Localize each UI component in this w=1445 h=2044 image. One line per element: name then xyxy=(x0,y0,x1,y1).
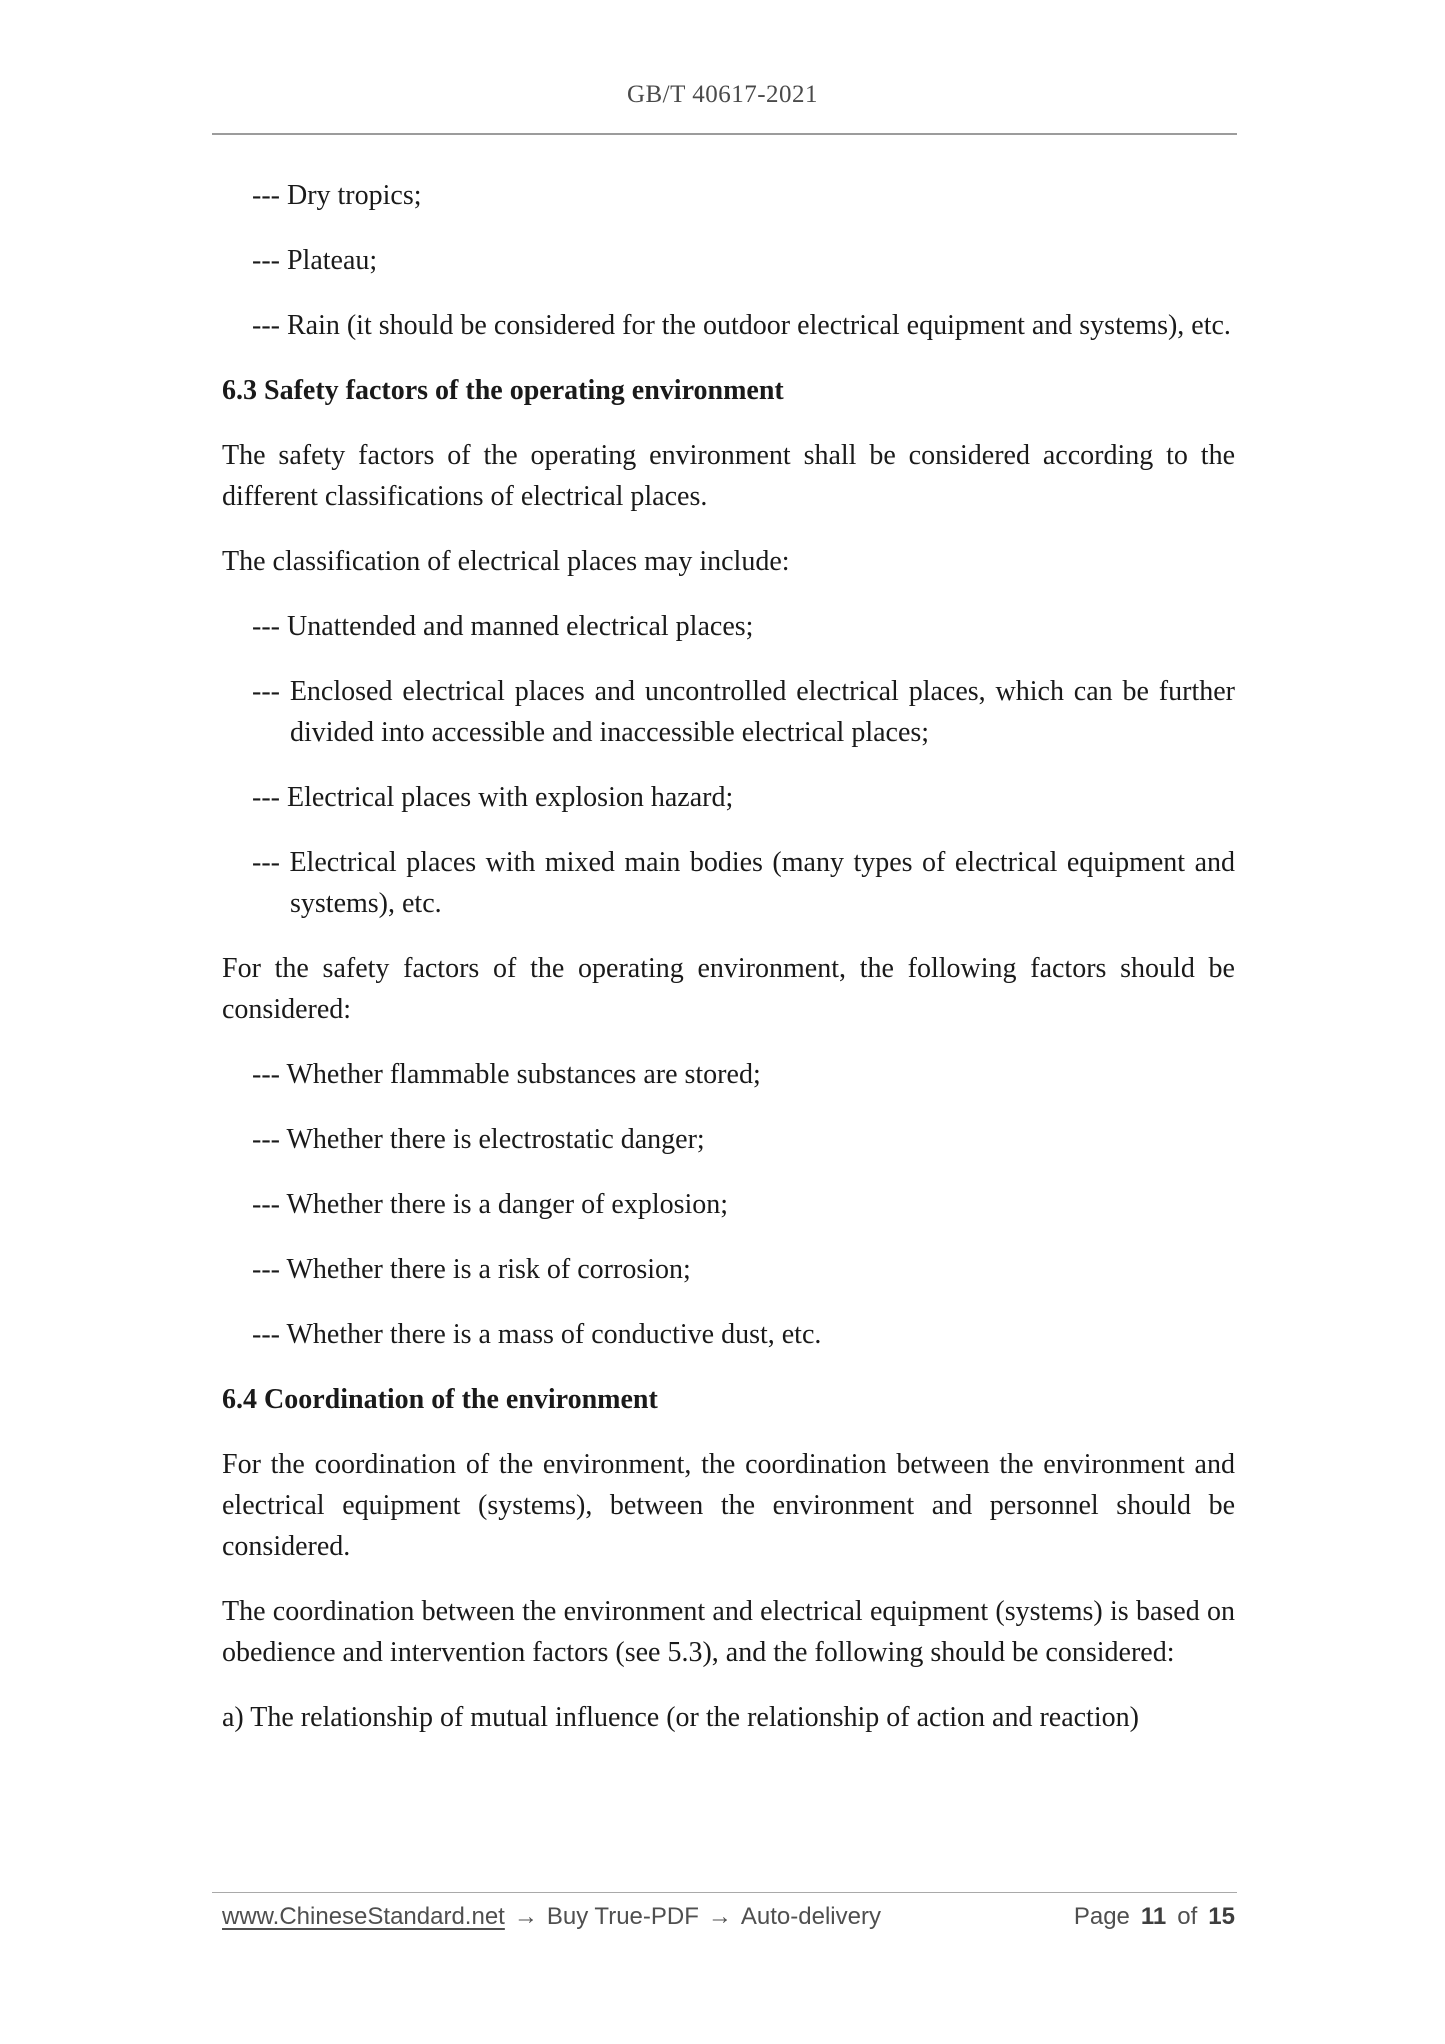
paragraph-safety-considered: For the safety factors of the operating environment, the following factors should be considered: xyxy=(222,953,1235,1025)
doc-header xyxy=(0,0,1445,109)
page-label: Page xyxy=(1073,1903,1130,1930)
paragraph-safety-factors: The safety factors of the operating environment shall be considered according to the different classifications of electrical places. xyxy=(222,440,1235,512)
list-item-enclosed: --- Enclosed electrical places and uncontrolled electrical places, which can be further divided into accessible and inaccessible electrical places; xyxy=(252,676,1235,748)
of-label: of xyxy=(1177,1903,1198,1930)
arrow-icon: → xyxy=(707,1903,732,1930)
page-footer xyxy=(222,1902,1235,1932)
paragraph-classification-intro: The classification of electrical places may include: xyxy=(222,546,790,577)
list-item-dry-tropics: --- Dry tropics; xyxy=(252,180,422,211)
section-heading-6-4: 6.4 Coordination of the environment xyxy=(222,1384,658,1415)
page-indicator xyxy=(1074,1902,1235,1932)
list-item-conductive-dust: --- Whether there is a mass of conductive dust, etc. xyxy=(252,1319,822,1350)
footer-buy-label: Buy True-PDF xyxy=(546,1903,699,1930)
arrow-icon: → xyxy=(513,1903,538,1930)
list-item-unattended: --- Unattended and manned electrical places; xyxy=(252,611,754,642)
list-item-mixed-main-bodies: --- Electrical places with mixed main bodies (many types of electrical equipment and systems), etc. xyxy=(252,847,1235,919)
footer-delivery-label: Auto-delivery xyxy=(740,1903,881,1930)
list-item-flammable: --- Whether flammable substances are stored; xyxy=(252,1059,761,1090)
list-item-explosion-danger: --- Whether there is a danger of explosion; xyxy=(252,1189,729,1220)
page-total-number: 15 xyxy=(1208,1903,1235,1930)
paragraph-mutual-influence: a) The relationship of mutual influence (or the relationship of action and reaction) xyxy=(222,1702,1139,1733)
footer-source xyxy=(222,1902,881,1932)
list-item-plateau: --- Plateau; xyxy=(252,245,378,276)
section-heading-6-3: 6.3 Safety factors of the operating environment xyxy=(222,375,784,406)
list-item-rain: --- Rain (it should be considered for the outdoor electrical equipment and systems), etc. xyxy=(252,310,1231,341)
list-item-explosion-hazard: --- Electrical places with explosion hazard; xyxy=(252,782,734,813)
list-item-electrostatic: --- Whether there is electrostatic danger; xyxy=(252,1124,705,1155)
page-content xyxy=(222,175,1235,1738)
paragraph-coordination: For the coordination of the environment, the coordination between the environment and electrical equipment (systems), between the environment and personnel should be considered. xyxy=(222,1449,1235,1562)
paragraph-obedience-intervention: The coordination between the environment and electrical equipment (systems) is based on obedience and intervention factors (see 5.3), and the following should be considered: xyxy=(222,1596,1235,1668)
standard-code: GB/T 40617-2021 xyxy=(626,81,819,108)
header-divider xyxy=(212,133,1237,135)
footer-divider xyxy=(212,1892,1237,1893)
site-link[interactable]: www.ChineseStandard.net xyxy=(222,1903,505,1930)
page-current-number: 11 xyxy=(1140,1903,1167,1930)
list-item-corrosion: --- Whether there is a risk of corrosion; xyxy=(252,1254,691,1285)
